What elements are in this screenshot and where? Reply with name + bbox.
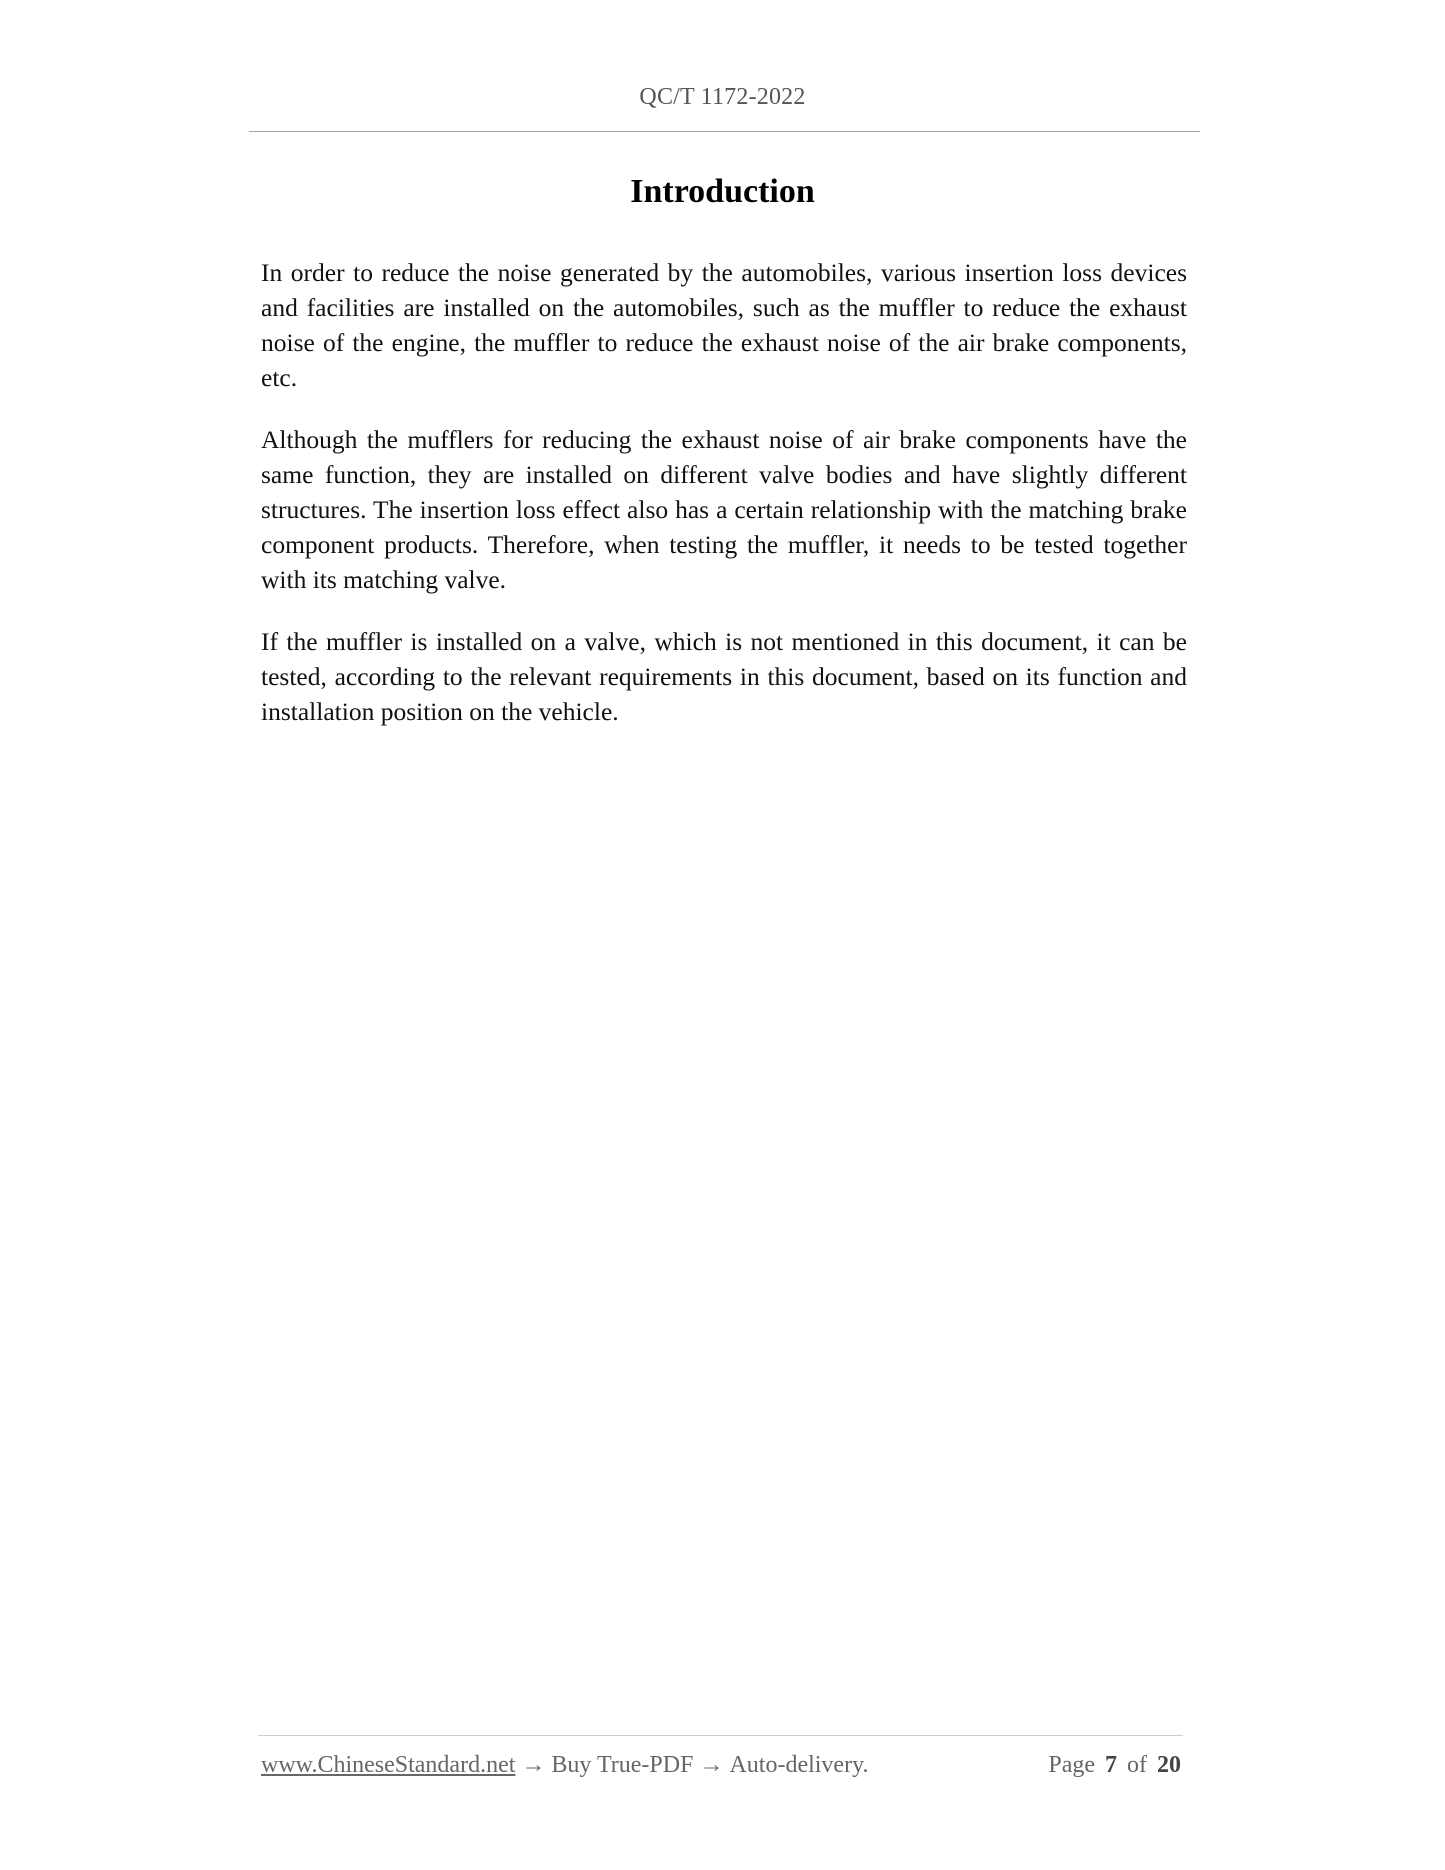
auto-delivery-text: Auto-delivery. (729, 1752, 869, 1778)
document-body (261, 255, 1187, 756)
current-page-number: 7 (1105, 1752, 1117, 1778)
paragraph-2: Although the mufflers for reducing the exhaust noise of air brake components have the same function, they are installed on different valve bodies and have slightly different structures. The insertion loss effect also has a certain relationship with the matching brake component products. Therefore, when testing the muffler, it needs to be tested together with its matching valve. (261, 425, 1187, 594)
buy-pdf-text: Buy True-PDF (551, 1752, 694, 1778)
footer-promo (261, 1752, 869, 1779)
website-link[interactable]: www.ChineseStandard.net (261, 1752, 516, 1778)
page-indicator (1048, 1752, 1181, 1779)
total-pages-number: 20 (1157, 1752, 1181, 1778)
document-code-header: QC/T 1172-2022 (639, 84, 806, 110)
paragraph-3: If the muffler is installed on a valve, which is not mentioned in this document, it can be tested, according to the relevant requirements in this document, based on its function and installation position on the vehicle. (261, 627, 1187, 726)
arrow-right-icon: → (521, 1752, 546, 1778)
section-title: Introduction (630, 173, 815, 210)
page-label: Page (1048, 1752, 1095, 1778)
paragraph-1: In order to reduce the noise generated by the automobiles, various insertion loss devices and facilities are installed on the automobiles, such as the muffler to reduce the exhaust noise of the engine, the muffler to reduce the exhaust noise of the air brake components, etc. (261, 258, 1187, 392)
footer-divider (258, 1735, 1183, 1736)
of-label: of (1127, 1752, 1147, 1778)
header-divider (249, 131, 1200, 132)
arrow-right-icon: → (699, 1752, 724, 1778)
